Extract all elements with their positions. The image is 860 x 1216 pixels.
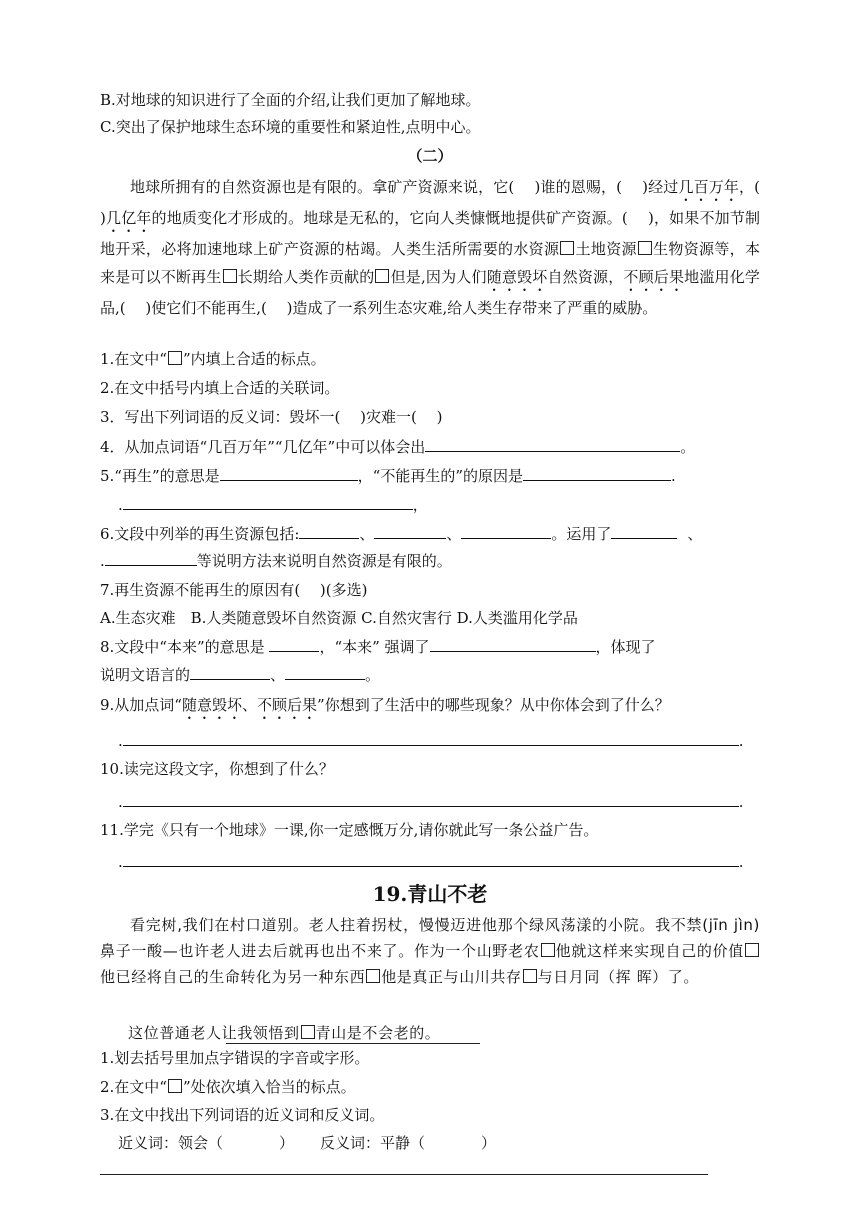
answer-blank[interactable] xyxy=(430,635,596,652)
option-c: C.突出了保护地球生态环境的重要性和紧迫性,点明中心。 xyxy=(100,118,481,136)
blank-box-icon xyxy=(301,1025,315,1039)
question-8-cont: 说明文语言的 、 。 xyxy=(100,662,380,688)
answer-blank[interactable] xyxy=(425,435,680,452)
question-6-cont: . 等说明方法来说明自然资源是有限的。 xyxy=(100,548,452,574)
blank-box-icon xyxy=(223,269,237,283)
blank-box-icon xyxy=(375,269,389,283)
option-b: B.对地球的知识进行了全面的介绍,让我们更加了解地球。 xyxy=(100,91,481,109)
answer-line-11: . . xyxy=(118,849,744,875)
blank-box-icon xyxy=(745,943,759,957)
question-1: 1.在文中“ ”内填上合适的标点。 xyxy=(100,350,326,368)
answer-blank[interactable] xyxy=(220,464,358,481)
question-8: 8.文段中“本来”的意思是 ，“本来” 强调了 ，体现了 xyxy=(100,634,656,660)
answer-blank[interactable] xyxy=(611,522,677,539)
synonym-antonym-row: 近义词：领会（ ） 反义词：平静（ ） xyxy=(118,1134,497,1152)
lesson-title: 19.青山不老 xyxy=(372,882,488,906)
answer-blank[interactable] xyxy=(123,729,739,746)
blank-box-icon xyxy=(168,1079,182,1093)
answer-line-10: . . xyxy=(118,789,744,815)
answer-blank[interactable] xyxy=(285,663,365,680)
blank-box-icon xyxy=(638,241,652,255)
question-9: 9.从加点词“随意毁坏、不顾后果”你想到了生活中的哪些现象？从中你体会到了什么？ xyxy=(100,696,670,714)
answer-blank[interactable] xyxy=(374,522,446,539)
blank-box-icon xyxy=(523,969,537,983)
answer-blank[interactable] xyxy=(523,464,671,481)
answer-blank[interactable] xyxy=(299,522,359,539)
underline-rule xyxy=(226,1043,480,1044)
question-11: 11.学完《只有一个地球》一课,你一定感慨万分,请你就此写一条公益广告。 xyxy=(100,821,599,839)
answer-line-9: . . xyxy=(118,728,744,754)
emphasized-word: 几亿年 xyxy=(105,209,152,227)
lesson-passage-2: 这位普通老人让我领悟到 青山是不会老的。 xyxy=(128,1024,441,1042)
emphasized-word: 几百万年 xyxy=(678,178,739,196)
question-7: 7.再生资源不能再生的原因有( )(多选) xyxy=(100,581,368,599)
answer-blank[interactable] xyxy=(461,522,551,539)
emphasized-word: 随意毁坏 xyxy=(181,696,242,714)
question-5-cont: . ， xyxy=(118,492,428,518)
lesson-question-1: 1.划去括号里加点字错误的字音或字形。 xyxy=(100,1049,370,1067)
emphasized-word: 不顾后果 xyxy=(623,267,685,286)
blank-box-icon xyxy=(541,943,555,957)
passage-two: 地球所拥有的自然资源也是有限的。拿矿产资源来说，它( )谁的恩赐，( )经过几百万年，( )几亿年的地质变化才形成的。地球是无私的，它向人类慷慨地提供矿产资源。( )，如果不加节制地开采，必将加速地球上矿产资源的枯竭。人类生活所需要的水资源 土地资源 生物资源等，本来是可以不断再生 长期给人类作贡献的 但是,因为人们随意毁坏自然资源，不顾后果地滥用化学品,( )使它们不能再生,( )造成了一系列生态灾难,给人类生存带来了严重的威胁。 xyxy=(100,178,780,317)
answer-blank[interactable] xyxy=(190,663,270,680)
question-2: 2.在文中括号内填上合适的关联词。 xyxy=(100,379,340,397)
section-heading: （二） xyxy=(407,147,453,165)
question-3: 3．写出下列词语的反义词：毁坏一( )灾难一( ) xyxy=(100,408,443,426)
emphasized-word: 随意毁坏 xyxy=(486,267,548,286)
lesson-question-2: 2.在文中“ ”处依次填入恰当的标点。 xyxy=(100,1078,356,1096)
answer-blank[interactable] xyxy=(123,493,413,510)
blank-box-icon xyxy=(168,351,182,365)
question-4: 4．从加点词语“几百万年”“几亿年”中可以体会出 。 xyxy=(100,434,695,460)
answer-blank[interactable] xyxy=(105,549,197,566)
question-10: 10.读完这段文字，你想到了什么？ xyxy=(100,760,334,778)
question-6: 6.文段中列举的再生资源包括: 、 、 。运用了 、 xyxy=(100,521,702,547)
bottom-answer-line[interactable] xyxy=(100,1174,708,1175)
answer-blank[interactable] xyxy=(123,850,739,867)
answer-blank[interactable] xyxy=(269,635,319,652)
question-7-options: A.生态灾难 B.人类随意毁坏自然资源 C.自然灾害行 D.人类滥用化学品 xyxy=(100,609,578,627)
question-5: 5.“再生”的意思是 ，“不能再生的”的原因是 . xyxy=(100,463,676,489)
emphasized-word: 不顾后果 xyxy=(257,696,318,714)
lesson-passage: 看完树,我们在村口道别。老人拄着拐杖，慢慢迈进他那个绿风荡漾的小院。我不禁(jīn jìn)鼻子一酸—也许老人进去后就再也出不来了。作为一个山野老农 他就这样来实现自己的价值他已经将自己的生命转化为另一种东西 他是真正与山川共存 与日月同（挥 晖）了。 xyxy=(100,916,760,986)
blank-box-icon xyxy=(560,241,574,255)
lesson-question-3: 3.在文中找出下列词语的近义词和反义词。 xyxy=(100,1106,385,1124)
answer-blank[interactable] xyxy=(123,790,739,807)
blank-box-icon xyxy=(366,969,380,983)
